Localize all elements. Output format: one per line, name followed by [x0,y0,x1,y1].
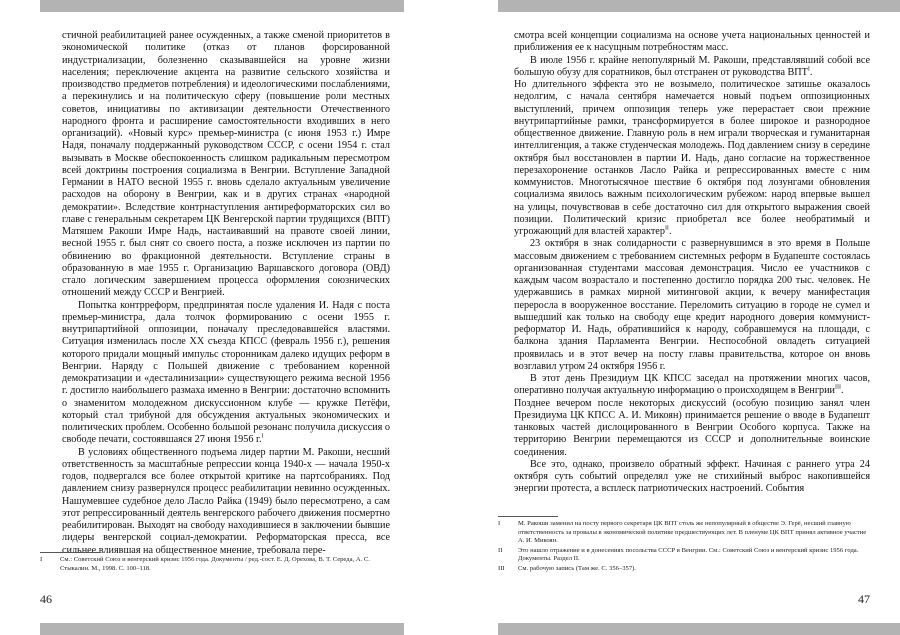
footnote [498,520,870,546]
paragraph: Все это, однако, произвело обратный эффект. Начиная с раннего утра 24 октября суть событий определял уже не стихийный выброс накопившейся энергии протеста, а всплеск патриотических настроений. События [514,458,870,495]
bottom-footer-bar [40,623,404,635]
footnote-ref[interactable]: I [261,433,264,440]
footnote-rule [40,552,100,553]
paragraph-text: В июле 1956 г. крайне непопулярный М. Ракоши, представлявший собой все большую обузу для соратников, был отстранен от руководства ВПТ [514,54,870,78]
footnote-number: I [40,556,43,563]
top-header-bar [498,0,900,12]
footnote-number: I [498,520,501,527]
footnote-rule [498,516,558,517]
page-number: 46 [40,592,52,606]
footnote-text: См.: Советский Союз и венгерский кризис 1956 года. Документы / ред.-сост. Е. Д. Орехова, В. Т. Середа, А. С. Стыкалин. М., 1998. С. 100–118. [60,556,370,572]
paragraph: 23 октября в знак солидарности с развернувшимся в это время в Польше массовым движением с требованием системных реформ в Будапеште состоялась организованная студентами массовая демонстрация. Число ее участников с каждым часом возрастало и постепенно достигло порядка 200 тыс. человек. Не удержавшись в рамках мирной митинговой акции, к вечеру манифестация переросла в вооруженное восстание. Переломить ситуацию в городе не сумел и вышедший как только на свободу еще кредит народного доверия коммунист-реформатор И. Надь, обратившийся к народу, собравшемуся на площади, с балкона здания Парламента Венгрии. Неспособной овладеть ситуацией проявилась и в этот вечер на посту главы правительства, которое он вновь возглавил утром 24 октября 1956 г. [514,238,870,372]
footnote-text: Это нашло отражение и в донесениях посольства СССР в Венгрии. См.: Советский Союз и венгерский кризис 1956 года. Документы. Раздел II. [518,546,859,563]
paragraph [62,300,390,447]
top-header-bar [40,0,404,12]
footnote-text: См. рабочую запись (Там же. С. 356–357). [518,564,636,572]
footnote-number: II [498,546,503,554]
paragraph: стичной реабилитацией ранее осужденных, а также сменой приоритетов в экономической политике (отказ от планов форсированной индустриализации, болезненно сказывавшейся на уровне жизни населения; переключение акцента на развитие сельского хозяйства и производство предметов потребления) и идеологическими послаблениями, а перекинулись и на политическую сферу (повышение роли местных советов, инициативы по активизации деятельности Отечественного народного фронта и расширение самостоятельности входивших в него организаций). «Новый курс» премьер-министра (с июня 1953 г.) Имре Надя, поначалу поддержанный руководством СССР, с осени 1954 г. стал вызывать в Москве обеспокоенность слишком радикальным пересмотром всей доктрины построения социализма в Венгрии. Вступление Западной Германии в НАТО весной 1955 г. вновь сделало актуальным увеличение расходов на оборону в Венгрии, как и в других странах «народной демократии». Вследствие контрнаступления антиреформаторских сил во главе с генеральным секретарем ЦК Венгерской партии трудящихся (ВПТ) Матяшем Ракоши Имре Надь, настаивавший на правоте своей линии, весной 1955 г. был снят со своего поста, а позже исключен из партии по обвинению во фракционной деятельности. Вступление страны в образованную в мае 1955 г. Организацию Варшавского договора (ОВД) стало логическим завершением процесса оформления союзнических отношений между СССР и Венгрией. [62,30,390,299]
left-page [0,0,430,635]
footnote [40,556,380,573]
footnote-number: III [498,564,505,572]
footnotes [498,520,870,575]
main-text [62,30,390,557]
footnotes [40,556,380,574]
paragraph: В этот день Президиум ЦК КПСС заседал на протяжении многих часов, оперативно получая актуальную информацию о происходящем в Венгрии$^{III}$. [514,373,870,397]
paragraph: В июле 1956 г. крайне непопулярный М. Ракоши, представлявший собой все большую обузу для соратников, был отстранен от руководства $ВПТ^I$. [514,54,870,78]
footnote-ref[interactable]: III [835,384,842,391]
paragraph: В условиях общественного подъема лидер партии М. Ракоши, несший ответственность за масштабные репрессии конца 1940-х — начала 1950-х годов, подвергался все более открытой критике на партсобраниях. Под давлением снизу развернулся процесс реабилитации невинно осужденных. Нашумевшее судебное дело Ласло Райка (1949) было пересмотрено, а сам этот репрессированный деятель венгерского рабочего движения посмертно реабилитирован. Выходят на свободу находившиеся в заключении бывшие лидеры венгерской социал-демократии. Реформаторская пресса, все сильнее влиявшая на общественное мнение, требовала пере- [62,446,390,556]
book-gutter [430,0,470,635]
page-number: 47 [858,592,870,606]
right-page [470,0,900,635]
footnote [498,547,870,564]
footnote-ref[interactable]: I [807,66,810,73]
paragraph: смотра всей концепции социализма на основе учета национальных ценностей и приближения ее к насущным потребностям масс. [514,30,870,54]
footnote-ref[interactable]: II [664,225,669,232]
footnote-text: М. Ракоши заменил на посту первого секретаря ЦК ВПТ столь же непопулярный в обществе Э. Герё, несший главную ответственность за провалы в экономической политике предшествующих лет. В пленуме ЦК ВПТ принял активное участие А. И. Микоян. [518,520,867,545]
paragraph: Позднее вечером после некоторых дискуссий (особую позицию занял член Президиума ЦК КПСС А. И. Микоян) принимается решение о вводе в Будапешт танковых частей дислоцированного в Венгрии Особого корпуса. Также на территорию Венгрии перемещаются из СССР и дополнительные воинские соединения. [514,397,870,458]
paragraph-text: Попытка контрреформ, предпринятая после удаления И. Надя с поста премьер-министра, дала толчок формированию с осени 1955 г. внутрипартийной оппозиции, поначалу преследовавшейся властями. Ситуация изменилась после XX съезда КПСС (февраль 1956 г.), решения которого придали мощный импульс сторонникам далеко идущих реформ в Венгрии. Наряду с Польшей движение с требованием коренной демократизации и «десталинизации» существующего режима весной 1956 г. достигло наибольшего размаха именно в Венгрии: достаточно вспомнить о знаменитом молодежном дискуссионном клубе — кружке Петёфи, который стал трибуной для обсуждения актуальных экономических и политических проблем. Особенно большой резонанс получила дискуссия о свободе печати, состоявшаяся 27 июня 1956 г. [62,299,390,446]
paragraph-text: Но длительного эффекта это не возымело, политическое затишье оказалось недолгим, с начала сентября намечается новый подъем оппозиционных выступлений, причем оппозиция теперь уже перерастает свои прежние внутрипартийные рамки, трансформируется в более широкое и разнородное общественное движение. Главную роль в нем играли творческая и гуманитарная интеллигенция, а также студенческая молодежь. Под давлением снизу в середине октября был восстановлен в партии И. Надь, дано согласие на торжественное перезахоронение останков Ласло Райка и репрессированных вместе с ним коммунистов. Многотысячное шествие 6 октября под лозунгами обновления социализма явилось важным психологическим рубежом: народ впервые вышел на улицы, почувствовав в себе достаточно сил для открытого выражения своей позиции. Политический кризис приобретал все более необратимый и угрожающий для властей характер [514,79,870,237]
paragraph-text: В этот день Президиум ЦК КПСС заседал на протяжении многих часов, оперативно получая актуальную информацию о происходящем в Венгрии [514,373,870,397]
bottom-footer-bar [498,623,900,635]
footnote [498,565,870,574]
paragraph: Но длительного эффекта это не возымело, политическое затишье оказалось недолгим, с начала сентября намечается новый подъем оппозиционных выступлений, причем оппозиция теперь уже перерастает свои прежние внутрипартийные рамки, трансформируется в более широкое и разнородное общественное движение. Главную роль в нем играли творческая и гуманитарная интеллигенция, а также студенческая молодежь. Под давлением снизу в середине октября был восстановлен в партии И. Надь, дано согласие на торжественное перезахоронение останков Ласло Райка и репрессированных вместе с ним коммунистов. Многотысячное шествие 6 октября под лозунгами обновления социализма явилось важным психологическим рубежом: народ впервые вышел на улицы, почувствовав в себе достаточно сил для открытого выражения своей позиции. Политический кризис приобретал все более необратимый и угрожающий для властей характер$^{II}$. [514,79,870,237]
main-text [514,30,870,496]
